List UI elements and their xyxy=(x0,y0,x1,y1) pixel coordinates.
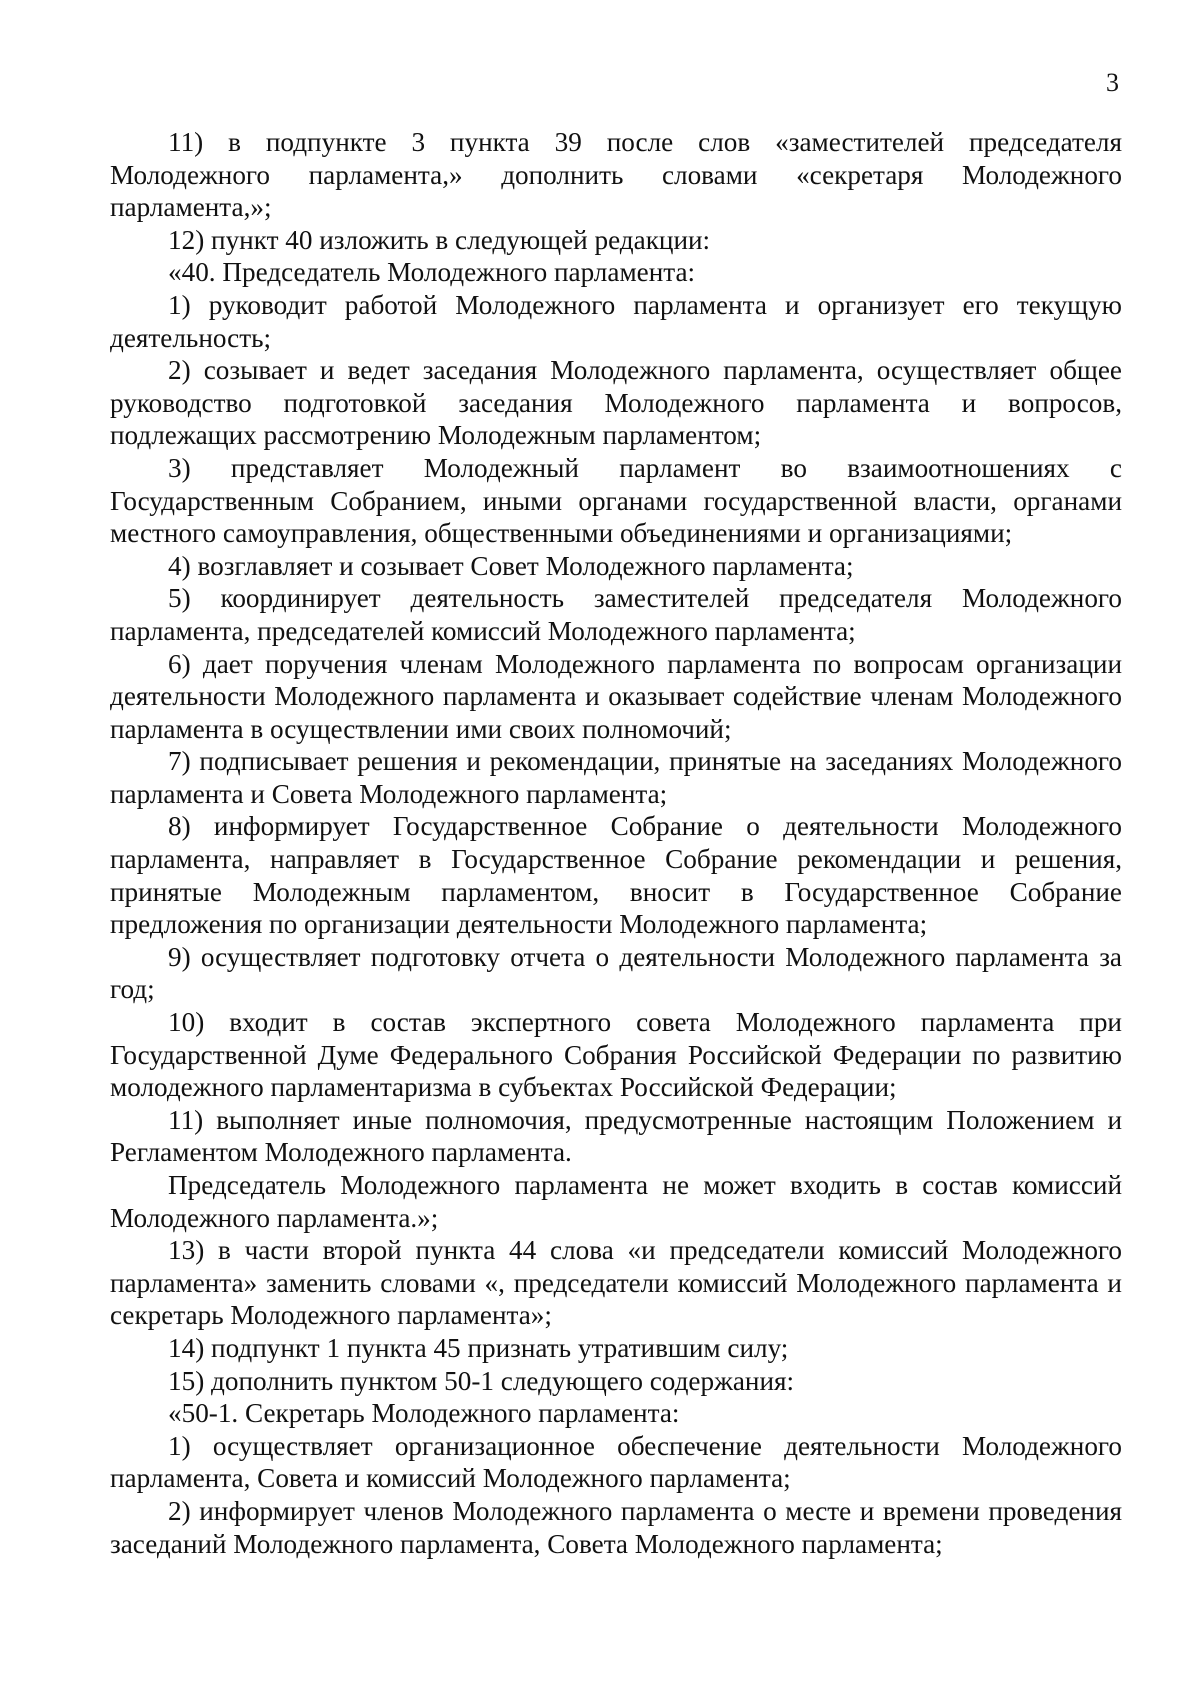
paragraph-point-40-heading: «40. Председатель Молодежного парламента: xyxy=(168,257,696,288)
paragraph-p40-subpoint-11: 11) выполняет иные полномочия, предусмотренные настоящим Положением и Регламентом Молодежного парламента. xyxy=(110,1104,1122,1168)
paragraph-p40-subpoint-6: 6) дает поручения членам Молодежного парламента по вопросам организации деятельности Молодежного парламента и оказывает содействие членам Молодежного парламента в осуществлении ими своих полномочий; xyxy=(110,648,1122,744)
paragraph-item-11-subpoint-3-point-39: 11) в подпункте 3 пункта 39 после слов «заместителей председателя Молодежного парламента,» дополнить словами «секретаря Молодежного парламента,»; xyxy=(110,127,1122,223)
paragraph-p40-subpoint-8: 8) информирует Государственное Собрание о деятельности Молодежного парламента, направляет в Государственное Собрание рекомендации и решения, принятые Молодежным парламентом, вносит в Государственное Собрание предложения по организации деятельности Молодежного парламента; xyxy=(110,811,1122,940)
paragraph-item-15-point-50-1: 15) дополнить пунктом 50-1 следующего содержания: xyxy=(168,1365,795,1396)
paragraph-p50-1-subpoint-1: 1) осуществляет организационное обеспечение деятельности Молодежного парламента, Совета и комиссий Молодежного парламента; xyxy=(110,1430,1122,1494)
paragraph-p40-subpoint-4: 4) возглавляет и созывает Совет Молодежного парламента; xyxy=(168,550,854,581)
page-number: 3 xyxy=(1106,68,1119,97)
paragraph-p40-subpoint-10: 10) входит в состав экспертного совета Молодежного парламента при Государственной Думе Федерального Собрания Российской Федерации по развитию молодежного парламентаризма в субъектах Российской Федерации; xyxy=(110,1007,1122,1103)
paragraph-p40-subpoint-5: 5) координирует деятельность заместителей председателя Молодежного парламента, председателей комиссий Молодежного парламента; xyxy=(110,583,1122,646)
paragraph-p40-subpoint-9: 9) осуществляет подготовку отчета о деятельности Молодежного парламента за год; xyxy=(110,941,1122,1005)
paragraph-p50-1-subpoint-2: 2) информирует членов Молодежного парламента о месте и времени проведения заседаний Молодежного парламента, Совета Молодежного парламента; xyxy=(110,1495,1122,1559)
paragraph-item-14-point-45: 14) подпункт 1 пункта 45 признать утратившим силу; xyxy=(168,1332,789,1363)
paragraph-p40-subpoint-7: 7) подписывает решения и рекомендации, принятые на заседаниях Молодежного парламента и Совета Молодежного парламента; xyxy=(110,746,1122,809)
paragraph-p40-subpoint-2: 2) созывает и ведет заседания Молодежного парламента, осуществляет общее руководство подготовкой заседания Молодежного парламента и вопросов, подлежащих рассмотрению Молодежным парламентом; xyxy=(110,355,1122,451)
paragraph-p40-subpoint-1: 1) руководит работой Молодежного парламента и организует его текущую деятельность; xyxy=(110,289,1122,353)
paragraph-item-13-point-44: 13) в части второй пункта 44 слова «и председатели комиссий Молодежного парламента» заменить словами «, председатели комиссий Молодежного парламента и секретарь Молодежного парламента»; xyxy=(110,1235,1122,1331)
paragraph-p40-closing: Председатель Молодежного парламента не может входить в состав комиссий Молодежного парламента.»; xyxy=(110,1170,1122,1233)
paragraph-p40-subpoint-3: 3) представляет Молодежный парламент во взаимоотношениях с Государственным Собранием, иными органами государственной власти, органами местного самоуправления, общественными объединениями и организациями; xyxy=(110,452,1122,549)
document-body xyxy=(110,126,1122,1560)
paragraph-point-50-1-heading: «50-1. Секретарь Молодежного парламента: xyxy=(168,1398,680,1429)
paragraph-item-12-point-40: 12) пункт 40 изложить в следующей редакции: xyxy=(168,224,711,255)
